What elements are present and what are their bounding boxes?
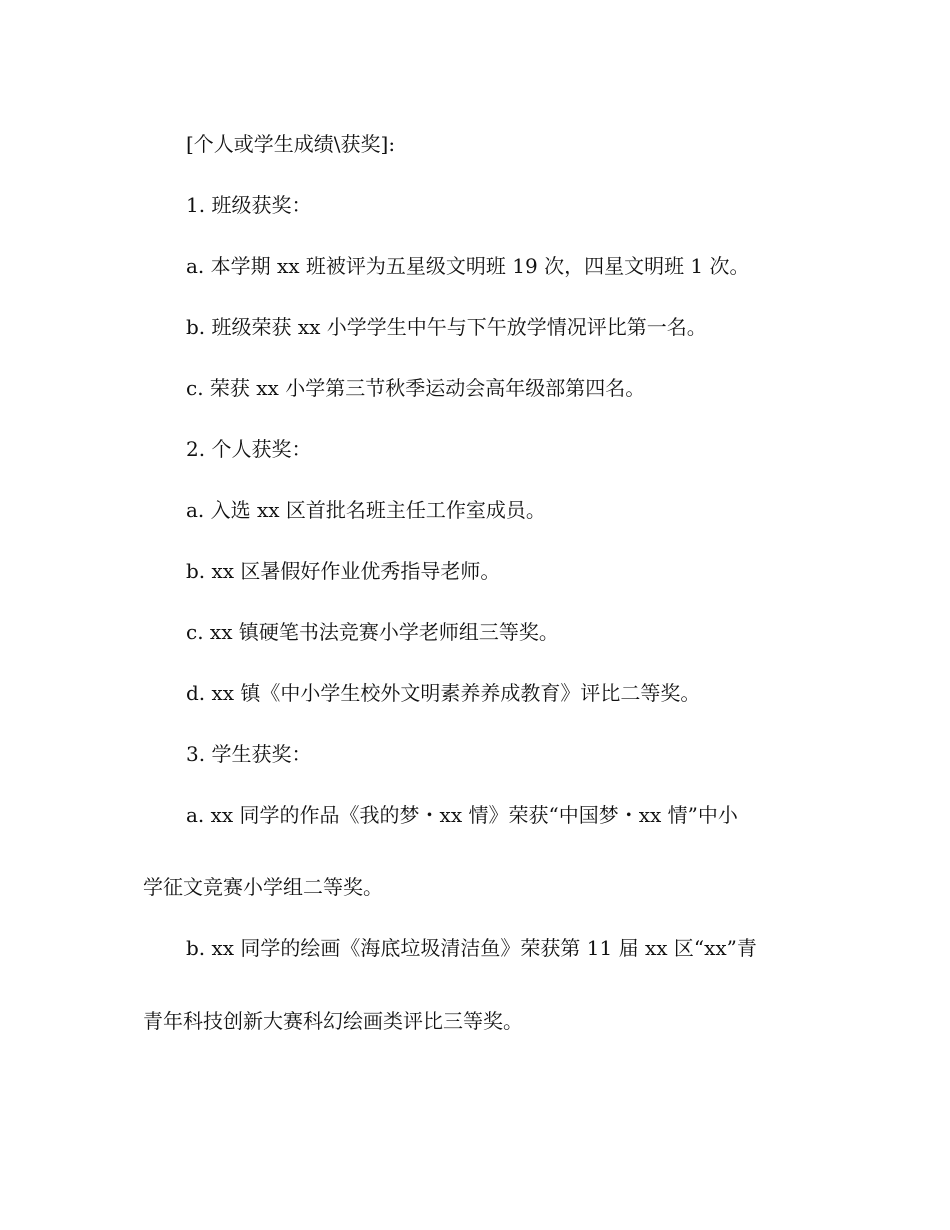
section-1-item-b: b. 班级荣获 xx 小学学生中午与下午放学情况评比第一名。 bbox=[186, 315, 707, 339]
section-3-item-b-line-1: b. xx 同学的绘画《海底垃圾清洁鱼》荣获第 11 届 xx 区“xx”青 bbox=[186, 936, 757, 960]
section-1-title: 1. 班级获奖： bbox=[186, 193, 312, 217]
section-1-item-a: a. 本学期 xx 班被评为五星级文明班 19 次，四星文明班 1 次。 bbox=[186, 254, 750, 278]
section-3-item-b-line-2: 青年科技创新大赛科幻绘画类评比三等奖。 bbox=[143, 1009, 523, 1033]
document-heading: [个人或学生成绩\获奖]: bbox=[186, 132, 396, 156]
section-3-title: 3. 学生获奖： bbox=[186, 742, 312, 766]
section-2-item-c: c. xx 镇硬笔书法竞赛小学老师组三等奖。 bbox=[186, 620, 559, 644]
section-2-item-a: a. 入选 xx 区首批名班主任工作室成员。 bbox=[186, 498, 546, 522]
section-3-item-a-line-1: a. xx 同学的作品《我的梦・xx 情》荣获“中国梦・xx 情”中小 bbox=[186, 803, 738, 827]
section-2-item-b: b. xx 区暑假好作业优秀指导老师。 bbox=[186, 559, 501, 583]
section-1-item-c: c. 荣获 xx 小学第三节秋季运动会高年级部第四名。 bbox=[186, 376, 646, 400]
section-2-item-d: d. xx 镇《中小学生校外文明素养养成教育》评比二等奖。 bbox=[186, 681, 701, 705]
section-3-item-a-line-2: 学征文竞赛小学组二等奖。 bbox=[143, 875, 383, 899]
section-2-title: 2. 个人获奖： bbox=[186, 437, 312, 461]
